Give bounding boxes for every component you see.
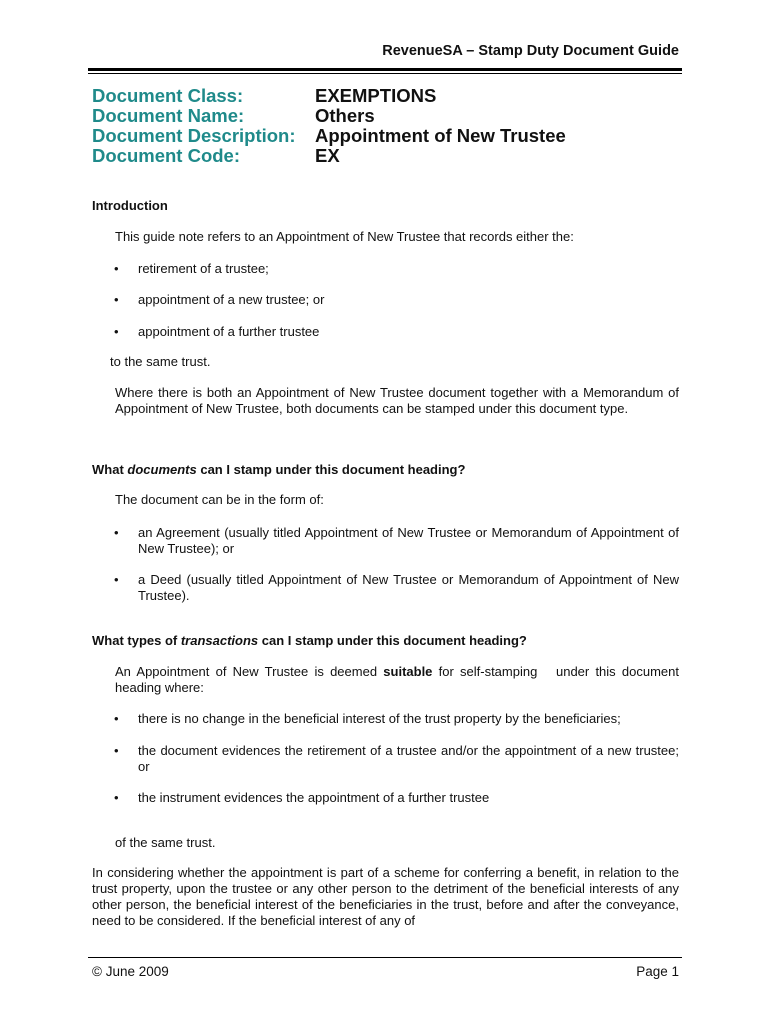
meta-row-code [92, 146, 566, 166]
meta-row-class [92, 86, 566, 106]
document-meta [92, 86, 566, 166]
intro-bullet: retirement of a trustee; [138, 261, 269, 276]
heading-emphasis: transactions [180, 633, 259, 648]
heading-text: can I stamp under this document heading? [258, 633, 527, 648]
footer-copyright: © June 2009 [92, 964, 169, 979]
section-heading-transactions [92, 633, 527, 648]
intro-bullet: appointment of a further trustee [138, 324, 320, 339]
closing-paragraph: In considering whether the appointment is part of a scheme for conferring a benefit, in relation to the trust property, upon the trustee or any other person to the detriment of the beneficial interests of any other person, the beneficial interest of the beneficiaries in the trust, before and after the conveyance, need to be considered. If the beneficial interest of any of [92, 865, 679, 928]
meta-label: Document Name: [92, 105, 245, 126]
meta-value: EXEMPTIONS [315, 85, 437, 106]
section-heading-introduction: Introduction [92, 198, 168, 213]
heading-emphasis: documents [127, 462, 197, 477]
documents-lead: The document can be in the form of: [115, 492, 324, 507]
meta-row-description [92, 126, 566, 146]
transactions-lead [115, 664, 683, 696]
lead-text: for self-stamping under this document heading where: [115, 664, 683, 695]
bullet-icon: • [114, 790, 119, 805]
bullet-icon: • [114, 743, 119, 758]
documents-bullet: an Agreement (usually titled Appointment of New Trustee or Memorandum of Appointment of New Trustee); or [138, 525, 679, 556]
transactions-bullet: there is no change in the beneficial interest of the trust property by the beneficiaries; [138, 711, 621, 726]
documents-bullet: a Deed (usually titled Appointment of New Trustee or Memorandum of Appointment of New Trustee). [138, 572, 679, 603]
transactions-bullet: the document evidences the retirement of a trustee and/or the appointment of a new trustee; or [138, 743, 679, 774]
heading-text: What types of [92, 633, 181, 648]
header-title: RevenueSA – Stamp Duty Document Guide [382, 43, 679, 59]
meta-value: Others [315, 105, 375, 126]
header-rule-thick [88, 68, 682, 71]
lead-text: An Appointment of New Trustee is deemed [115, 664, 384, 679]
footer-rule [88, 957, 682, 958]
section-heading-documents [92, 462, 465, 477]
bullet-icon: • [114, 261, 119, 276]
meta-label: Document Class: [92, 85, 244, 106]
transactions-bullet: the instrument evidences the appointment of a further trustee [138, 790, 490, 805]
bullet-icon: • [114, 525, 119, 540]
meta-label: Document Description: [92, 125, 296, 146]
bullet-icon: • [114, 572, 119, 587]
bullet-icon: • [114, 711, 119, 726]
transactions-tail: of the same trust. [115, 835, 216, 850]
footer-page-number: Page 1 [636, 964, 679, 979]
intro-tail: to the same trust. [110, 354, 211, 369]
lead-emphasis: suitable [383, 664, 433, 679]
intro-lead: This guide note refers to an Appointment of New Trustee that records either the: [115, 229, 574, 244]
intro-bullet: appointment of a new trustee; or [138, 292, 325, 307]
heading-text: can I stamp under this document heading? [196, 462, 466, 477]
heading-text: What [92, 462, 128, 477]
meta-label: Document Code: [92, 145, 240, 166]
meta-value: Appointment of New Trustee [315, 125, 566, 146]
header-rule-thin [88, 73, 682, 74]
bullet-icon: • [114, 292, 119, 307]
bullet-icon: • [114, 324, 119, 339]
meta-row-name [92, 106, 566, 126]
meta-value: EX [315, 145, 340, 166]
intro-paragraph: Where there is both an Appointment of New Trustee document together with a Memorandum of Appointment of New Trustee, both documents can be stamped under this document type. [115, 385, 679, 416]
